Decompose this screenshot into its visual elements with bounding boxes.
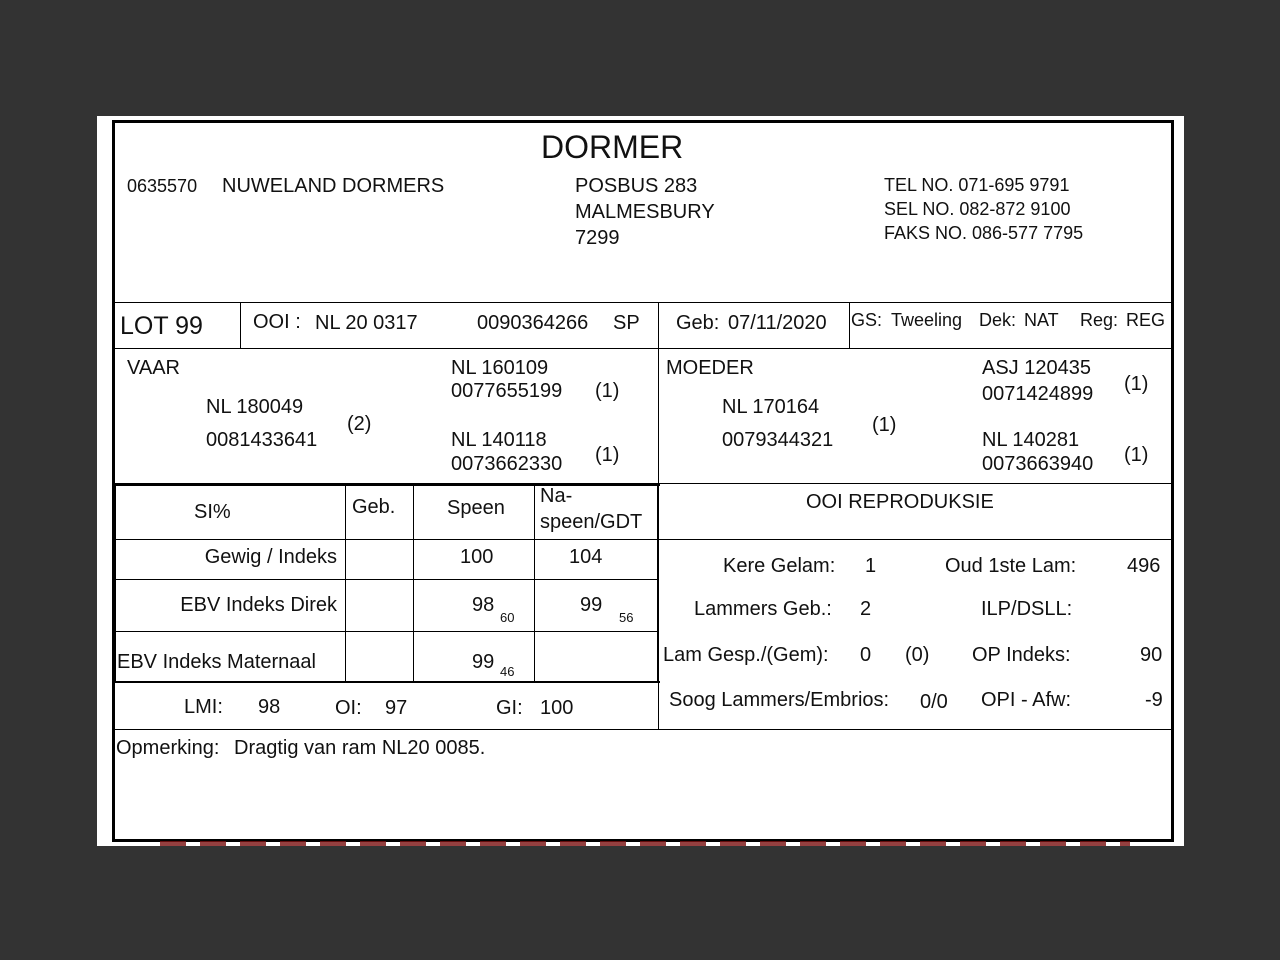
vaar-no: 0081433641 bbox=[206, 429, 318, 451]
vaar-id: NL 180049 bbox=[206, 396, 304, 418]
si-header-naspeen: speen/GDT bbox=[540, 511, 643, 533]
divider bbox=[534, 484, 535, 682]
geb-date: 07/11/2020 bbox=[728, 312, 827, 334]
lam-value: 0 bbox=[860, 644, 872, 666]
divider bbox=[115, 302, 1172, 303]
reg-value: REG bbox=[1126, 310, 1166, 330]
breeder-id: 0635570 bbox=[127, 176, 198, 196]
moeder-count: (1) bbox=[872, 414, 897, 436]
si-header-geb: Geb. bbox=[352, 496, 396, 518]
address-line-2: MALMESBURY bbox=[575, 201, 715, 223]
ooi-reg-no: 0090364266 bbox=[477, 312, 589, 334]
reg-label: Reg: bbox=[1080, 310, 1119, 330]
si-row-naspeen: 99 bbox=[580, 594, 603, 616]
dek-value: NAT bbox=[1024, 310, 1059, 330]
vaar-sire-id: NL 160109 bbox=[451, 357, 549, 379]
ooi-label: OOI : bbox=[253, 311, 301, 333]
gs-label: GS: bbox=[851, 310, 883, 330]
moeder-dam-count: (1) bbox=[1124, 444, 1149, 466]
si-table-top bbox=[115, 484, 660, 486]
remark-text: Dragtig van ram NL20 0085. bbox=[234, 737, 486, 759]
divider bbox=[240, 302, 241, 348]
divider bbox=[659, 539, 1172, 540]
si-row-speen: 98 bbox=[472, 594, 495, 616]
kere-value: 1 bbox=[865, 555, 877, 577]
dek-label: Dek: bbox=[979, 310, 1017, 330]
ooi-sp: SP bbox=[613, 312, 640, 334]
moeder-id: NL 170164 bbox=[722, 396, 820, 418]
contact-tel: TEL NO. 071-695 9791 bbox=[884, 175, 1070, 195]
moeder-label: MOEDER bbox=[666, 357, 754, 379]
opi-value: -9 bbox=[1145, 689, 1163, 711]
gs-value: Tweeling bbox=[891, 310, 963, 330]
moeder-sire-count: (1) bbox=[1124, 373, 1149, 395]
oud-value: 496 bbox=[1127, 555, 1161, 577]
repro-title: OOI REPRODUKSIE bbox=[806, 491, 994, 513]
address-line-3: 7299 bbox=[575, 227, 620, 249]
si-row-label: EBV Indeks Direk bbox=[180, 594, 337, 616]
op-value: 90 bbox=[1140, 644, 1163, 666]
lmi-label: LMI: bbox=[184, 696, 223, 718]
contact-faks: FAKS NO. 086-577 7795 bbox=[884, 223, 1084, 243]
lmi-value: 98 bbox=[258, 696, 281, 718]
gi-value: 100 bbox=[540, 697, 574, 719]
opi-label: OPI - Afw: bbox=[981, 689, 1072, 711]
si-row-speen-sub: 46 bbox=[500, 664, 515, 679]
divider bbox=[658, 484, 659, 729]
moeder-sire-id: ASJ 120435 bbox=[982, 357, 1091, 379]
oi-value: 97 bbox=[385, 697, 408, 719]
breeder-name: NUWELAND DORMERS bbox=[222, 175, 445, 197]
ilp-label: ILP/DSLL: bbox=[981, 598, 1073, 620]
moeder-dam-no: 0073663940 bbox=[982, 453, 1094, 475]
moeder-dam-id: NL 140281 bbox=[982, 429, 1080, 451]
gi-label: GI: bbox=[496, 697, 523, 719]
divider bbox=[413, 484, 414, 682]
vaar-dam-count: (1) bbox=[595, 444, 620, 466]
oi-label: OI: bbox=[335, 697, 362, 719]
moeder-sire-no: 0071424899 bbox=[982, 383, 1094, 405]
soog-label: Soog Lammers/Embrios: bbox=[669, 689, 890, 711]
divider bbox=[115, 348, 1172, 349]
si-table-bottom bbox=[115, 681, 660, 683]
ooi-id: NL 20 0317 bbox=[315, 312, 418, 334]
kere-label: Kere Gelam: bbox=[723, 555, 836, 577]
si-row-speen: 100 bbox=[460, 546, 494, 568]
divider bbox=[115, 631, 658, 632]
op-label: OP Indeks: bbox=[972, 644, 1071, 666]
divider bbox=[849, 302, 850, 348]
vaar-sire-count: (1) bbox=[595, 380, 620, 402]
si-header-speen: Speen bbox=[447, 497, 505, 519]
divider bbox=[115, 539, 658, 540]
lammers-label: Lammers Geb.: bbox=[694, 598, 832, 620]
si-row-naspeen: 104 bbox=[569, 546, 603, 568]
si-table-left bbox=[114, 484, 116, 683]
si-row-label: Gewig / Indeks bbox=[204, 546, 337, 568]
address-line-1: POSBUS 283 bbox=[575, 175, 698, 197]
vaar-dam-no: 0073662330 bbox=[451, 453, 563, 475]
vaar-count: (2) bbox=[347, 413, 372, 435]
si-header-na: Na- bbox=[540, 485, 573, 507]
lam-label: Lam Gesp./(Gem): bbox=[663, 644, 829, 666]
moeder-no: 0079344321 bbox=[722, 429, 834, 451]
soog-value: 0/0 bbox=[920, 691, 948, 713]
si-row-speen-sub: 60 bbox=[500, 610, 515, 625]
divider bbox=[115, 729, 1172, 730]
si-row-naspeen-sub: 56 bbox=[619, 610, 634, 625]
lammers-value: 2 bbox=[860, 598, 872, 620]
vaar-label: VAAR bbox=[127, 357, 180, 379]
vaar-dam-id: NL 140118 bbox=[451, 429, 547, 451]
divider bbox=[345, 484, 346, 682]
si-row-label: EBV Indeks Maternaal bbox=[117, 651, 316, 673]
contact-sel: SEL NO. 082-872 9100 bbox=[884, 199, 1071, 219]
remark-label: Opmerking: bbox=[116, 737, 220, 759]
cut-off-text-strip bbox=[160, 841, 1130, 846]
lam-gem-value: (0) bbox=[905, 644, 930, 666]
geb-label: Geb: bbox=[676, 312, 720, 334]
si-row-speen: 99 bbox=[472, 651, 495, 673]
lot-number: LOT 99 bbox=[120, 312, 203, 340]
divider bbox=[658, 302, 659, 484]
oud-label: Oud 1ste Lam: bbox=[945, 555, 1077, 577]
divider bbox=[115, 579, 658, 580]
si-header-si: SI% bbox=[194, 501, 231, 523]
vaar-sire-no: 0077655199 bbox=[451, 380, 563, 402]
